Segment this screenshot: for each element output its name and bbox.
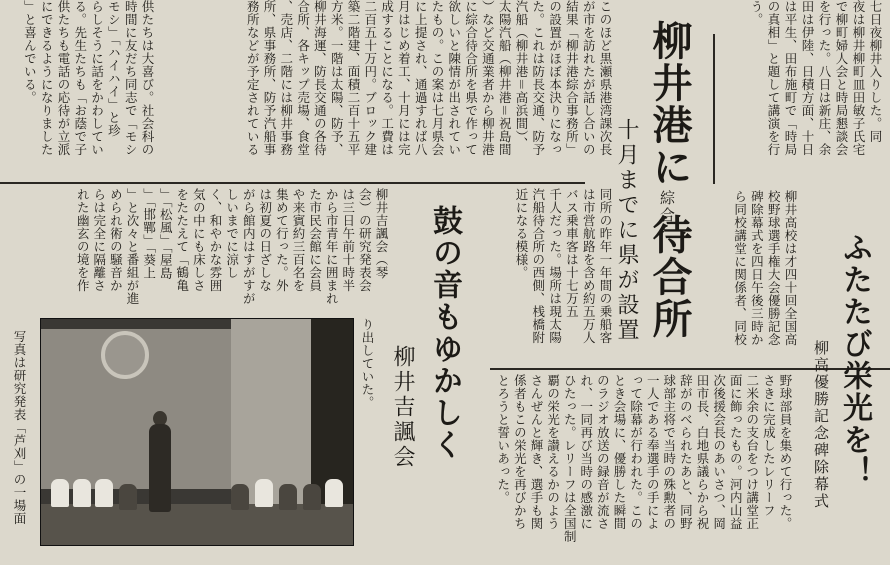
photo-audience xyxy=(119,484,137,510)
text-column: に上提され、通過すれば八 xyxy=(413,0,429,156)
text-column: 」「松風」「屋島 xyxy=(158,188,174,280)
photo-audience xyxy=(51,479,69,507)
photo-audience xyxy=(231,484,249,510)
text-column: 校野球選手権大会優勝記念 xyxy=(766,190,782,346)
text-column: モシ」「ハイハイ」と珍 xyxy=(106,0,122,137)
text-column: 欲しいと陳情が出されてい xyxy=(446,0,462,156)
article-top-right-col: で柳町婦人会と時局懇談会 xyxy=(834,0,849,156)
text-column: 球部主将で当時の殊勲者の xyxy=(661,374,677,530)
text-column: は初夏の日ざしな xyxy=(257,188,273,292)
text-column: 二百五十万円。ブロック建 xyxy=(362,0,378,156)
text-column: から市青年に囲まれ xyxy=(324,188,340,305)
text-column: 、売店、二階には柳井事務 xyxy=(278,0,294,156)
text-column: は三日午前十時半 xyxy=(340,188,356,292)
text-column: 供たちも電話の応待が立派 xyxy=(56,0,71,156)
text-column: められ術の騒音か xyxy=(108,188,124,292)
text-column: 太陽汽船（柳井港＝祝島間 xyxy=(497,0,513,157)
text-column: とき会場に、優勝した瞬間 xyxy=(612,374,627,530)
divider xyxy=(713,34,715,184)
text-column: バス乗車客は十七万五 xyxy=(564,188,580,318)
text-column: 覇の栄光を讃えるかのよう xyxy=(545,374,561,530)
text-column: さんぜんと輝き、選手も関 xyxy=(529,374,544,530)
text-column: に綜合待合所を県で作って xyxy=(463,0,479,156)
photo-audience xyxy=(95,479,113,507)
text-column: 供たちは大喜び。社会科の xyxy=(140,0,155,156)
text-column: たもの。この案は七月県会 xyxy=(430,0,445,156)
text-column: 汽船待合所の西側、桟橋附 xyxy=(530,188,546,344)
photo-audience xyxy=(325,479,343,507)
text-column: 」と次々と番組が進 xyxy=(125,188,140,305)
text-column: は市営航路を含め約五万人 xyxy=(581,188,597,344)
text-column: く、和やかな雰囲 xyxy=(208,188,223,292)
harbor-subhead: 十月までに県が設置 xyxy=(614,118,639,343)
text-column: 二米余の支台をつけ講堂正 xyxy=(744,374,760,530)
text-column: 務所などが予定されている xyxy=(245,0,261,156)
text-column: 」「邯鄲」「葵上 xyxy=(141,188,157,280)
monument-subhead: 柳高優勝記念碑除幕式 xyxy=(812,340,830,510)
text-column: がら館内はすがすが xyxy=(241,188,257,305)
article-top-right-col: 田は伊陸、日積方面、十日 xyxy=(800,0,815,156)
text-column: ）など交通業者から柳井港 xyxy=(480,0,496,156)
article-top-right-col: う。 xyxy=(749,0,764,26)
text-column: 係者もこの栄光を再びかち xyxy=(512,374,528,530)
text-column: る。先生たちも「お蔭で子 xyxy=(72,0,88,156)
photo-clock xyxy=(101,331,149,379)
text-column: 柳井海運、防長交通の各待 xyxy=(312,0,328,156)
text-column: 野球部員を集めて行った。 xyxy=(778,374,793,530)
text-column: このほど黒瀬県港湾課次長 xyxy=(598,0,613,156)
text-column: 千人だった。場所は現太陽 xyxy=(547,188,563,344)
text-column: とろうと誓いあった。 xyxy=(495,374,511,504)
text-column: 田市長、白地県議らから祝 xyxy=(695,374,710,530)
text-column: らは完全に隔離さ xyxy=(91,188,107,292)
text-column: 合所、各キップ売場、食堂 xyxy=(295,0,311,156)
text-column: ら同校講堂に関係者、同校 xyxy=(732,190,748,346)
text-column: 月はじめ着工、十月には完 xyxy=(396,0,412,156)
monument-headline: ふたたび栄光を！ xyxy=(837,232,872,488)
text-column: ひたった。レリーフは全国制 xyxy=(562,374,578,543)
text-column: をたたえて「鶴亀 xyxy=(174,188,190,292)
text-column: 柳井高校は才四十回全国高 xyxy=(783,190,798,346)
text-column: 面に飾ったもの。河内山益 xyxy=(728,374,744,530)
performance-photo xyxy=(40,318,354,546)
text-column: のラジオ放送の録音が流さ xyxy=(595,374,611,530)
article-top-right-col: の真相」と題して講演を行 xyxy=(766,0,781,156)
photo-caption: 写真は研究発表「芦刈」の一場面 xyxy=(12,330,27,525)
photo-audience xyxy=(303,484,321,510)
article-top-right-col: を行った。八日は新庄、余 xyxy=(817,0,832,156)
text-column: にできるようになりました xyxy=(39,0,55,156)
text-column: 一人である奉選手の手によ xyxy=(645,374,661,530)
harbor-headline-1: 柳井港に xyxy=(646,20,693,188)
text-column: れ、一同再び当時の感激に xyxy=(578,374,594,530)
text-column: 辞がのべられたあと、同野 xyxy=(678,374,694,530)
text-column: 柳井吉諷会（琴 xyxy=(374,188,389,279)
photo-audience xyxy=(255,479,273,507)
text-column: 築二階建、面積二百十五平 xyxy=(346,0,361,156)
drum-body-tail: り出していた。 xyxy=(360,318,375,409)
text-column: 会）の研究発表会 xyxy=(357,188,373,292)
harbor-headline-2: 待合所 xyxy=(646,214,693,340)
text-column: た市民会館に会員 xyxy=(307,188,323,292)
text-column: 汽船（柳井港＝高浜間）、 xyxy=(514,0,529,150)
divider xyxy=(490,368,890,370)
photo-audience xyxy=(279,484,297,510)
text-column: 方米。一階は太陽、防予、 xyxy=(329,0,345,156)
article-top-right-col: は平生、田布施町で「時局 xyxy=(783,0,798,156)
text-column: 近になる模様。 xyxy=(514,188,529,279)
photo-stage-floor xyxy=(41,504,353,545)
text-column: 気の中にも床しさ xyxy=(191,188,207,292)
article-top-right-col: 夜は柳井柳町皿田敏子氏宅 xyxy=(851,0,866,156)
text-column: の設置がほぼ本決りになっ xyxy=(547,0,563,156)
text-column: 時間に友だち同志で「モシ xyxy=(123,0,139,156)
text-column: 所、県事務所、防予汽船事 xyxy=(262,0,277,156)
text-column: さきに完成したレリーフ xyxy=(761,374,777,517)
text-column: 次後援会長のあいさつ、岡 xyxy=(711,374,727,530)
text-column: 成することになる。工費は xyxy=(379,0,395,156)
text-column: 集めて行った。外 xyxy=(274,188,290,292)
photo-pillar xyxy=(231,319,311,504)
text-column: 同所の昨年一年間の乗船客 xyxy=(598,188,613,344)
text-column: た。これは防長交通、防予 xyxy=(530,0,546,156)
drum-subhead: 柳井吉諷会 xyxy=(390,345,415,470)
divider xyxy=(0,182,585,184)
photo-performer xyxy=(149,424,171,512)
text-column: が市を訪れたが話し合いの xyxy=(581,0,597,156)
harbor-headline-small: 綜合 xyxy=(658,190,676,224)
photo-audience xyxy=(73,479,91,507)
text-column: らしそうに話をかわしてい xyxy=(89,0,105,156)
drum-headline: 鼓の音もゆかしく xyxy=(427,205,462,461)
text-column: 」と喜んでいる。 xyxy=(22,0,38,104)
text-column: れた幽玄の境を作 xyxy=(75,188,91,292)
article-top-right-col: 七日夜柳井入りした。同 xyxy=(868,0,883,143)
text-column: 結果「柳井港綜合事務所」 xyxy=(564,0,580,156)
text-column: や来賓約三百名を xyxy=(291,188,306,292)
text-column: しいまでに涼し xyxy=(224,188,240,279)
text-column: 碑除幕式を四日午後三時か xyxy=(749,190,765,346)
text-column: って除幕が行われた。この xyxy=(628,374,644,530)
